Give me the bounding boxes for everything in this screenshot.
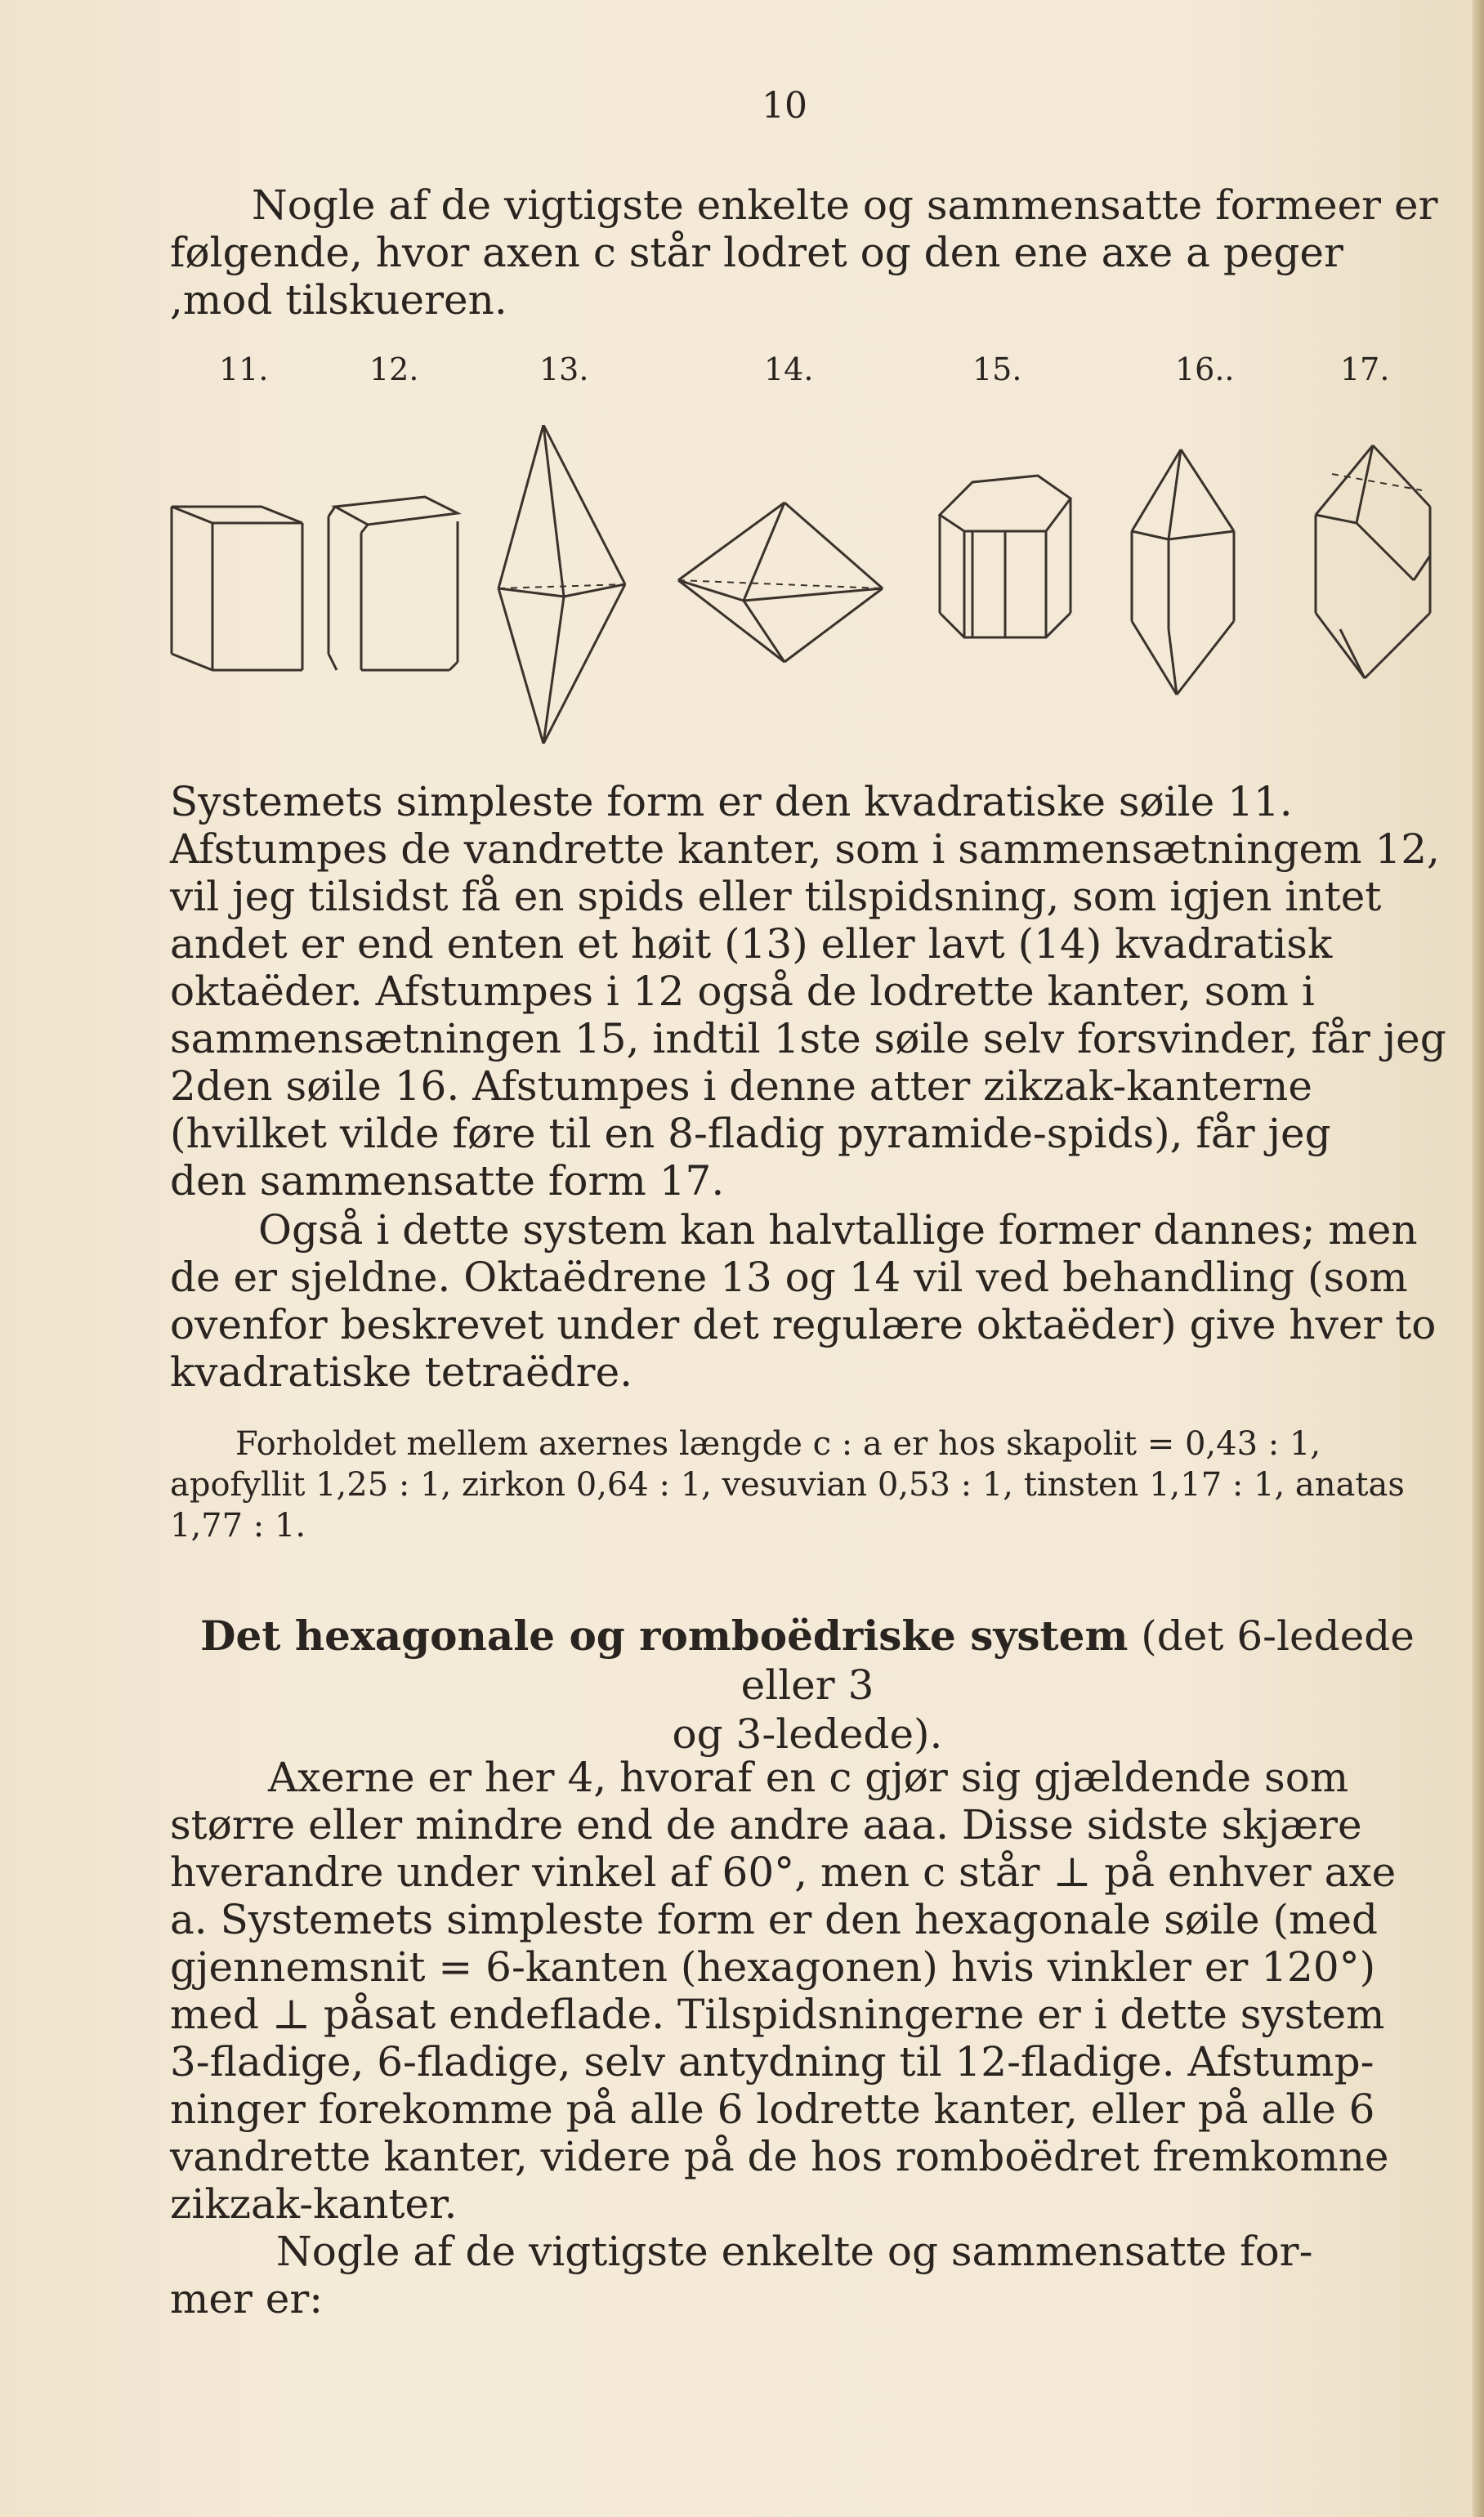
- text-line: sammensætningen 15, indtil 1ste søile selv forsvinder, får jeg: [170, 1015, 1446, 1062]
- heading-line-1: [170, 1612, 1445, 1710]
- figure-labels: [0, 351, 1484, 400]
- heading-title: Det hexagonale og romboëdriske system: [200, 1612, 1129, 1660]
- text-line: zikzak-kanter.: [170, 2180, 458, 2228]
- footnote: [170, 1424, 1445, 1546]
- crystal-figure-13: [498, 425, 625, 744]
- text-line: kvadratiske tetraëdre.: [170, 1348, 633, 1396]
- text-line: gjennemsnit = 6-kanten (hexagonen) hvis vinkler er 120°): [170, 1943, 1376, 1991]
- text-line: Systemets simpleste form er den kvadratiske søile 11.: [170, 778, 1293, 825]
- text-line: vil jeg tilsidst få en spids eller tilspidsning, som igjen intet: [170, 873, 1382, 920]
- crystal-figure-11: [172, 507, 302, 670]
- text-line: Nogle af de vigtigste enkelte og sammensatte for-: [276, 2228, 1313, 2275]
- figure-label: 17.: [1340, 351, 1390, 387]
- page-number: 10: [762, 85, 807, 127]
- crystal-figures: [155, 425, 1463, 744]
- figure-label: 14.: [764, 351, 814, 387]
- text-line: Axerne er her 4, hvoraf en c gjør sig gjældende som: [268, 1754, 1349, 1801]
- paragraph-2: [170, 1206, 1445, 1396]
- text-line: andet er end enten et høit (13) eller lavt (14) kvadratisk: [170, 920, 1333, 968]
- text-line: 2den søile 16. Afstumpes i denne atter zikzak-kanterne: [170, 1062, 1312, 1110]
- footnote-line: Forholdet mellem axernes længde c : a er hos skapolit = 0,43 : 1,: [235, 1425, 1321, 1463]
- heading-subtitle: (det 6-ledede eller 3: [740, 1612, 1415, 1709]
- text-line: 3-fladige, 6-fladige, selv antydning til 12-fladige. Afstump-: [170, 2038, 1374, 2086]
- text-line: større eller mindre end de andre aaa. Disse sidste skjære: [170, 1801, 1362, 1849]
- text-line: den sammensatte form 17.: [170, 1157, 725, 1205]
- heading-line-2: og 3-ledede).: [672, 1710, 943, 1758]
- crystal-figure-16: [1132, 449, 1234, 695]
- footnote-line: 1,77 : 1.: [170, 1507, 306, 1545]
- paragraph-3: [170, 1754, 1445, 2228]
- text-line: (hvilket vilde føre til en 8-fladig pyramide-spids), får jeg: [170, 1110, 1331, 1157]
- crystal-figure-15: [940, 476, 1071, 637]
- paragraph-4: [170, 2228, 1445, 2323]
- footnote-line: apofyllit 1,25 : 1, zirkon 0,64 : 1, vesuvian 0,53 : 1, tinsten 1,17 : 1, anatas: [170, 1466, 1405, 1504]
- intro-line: følgende, hvor axen c står lodret og den ene axe a peger: [170, 229, 1343, 276]
- crystal-figure-17: [1316, 445, 1430, 678]
- intro-line: ,mod tilskueren.: [170, 276, 507, 324]
- paragraph-1: [170, 778, 1445, 1205]
- crystal-figure-14: [678, 503, 883, 662]
- figure-label: 12.: [369, 351, 419, 387]
- intro-line: Nogle af de vigtigste enkelte og sammensatte formeer er: [252, 181, 1438, 229]
- text-line: mer er:: [170, 2275, 324, 2323]
- text-line: Afstumpes de vandrette kanter, som i sammensætningem 12,: [170, 825, 1440, 873]
- crystal-figure-12: [329, 497, 458, 670]
- text-line: vandrette kanter, videre på de hos romboëdret fremkomne: [170, 2133, 1389, 2180]
- text-line: Også i dette system kan halvtallige former dannes; men: [258, 1206, 1418, 1254]
- figure-label: 16..: [1175, 351, 1235, 387]
- text-line: ninger forekomme på alle 6 lodrette kanter, eller på alle 6: [170, 2086, 1375, 2133]
- text-line: ovenfor beskrevet under det regulære oktaëder) give hver to: [170, 1301, 1437, 1348]
- figure-label: 11.: [219, 351, 269, 387]
- text-line: med ⊥ påsat endeflade. Tilspidsningerne er i dette system: [170, 1991, 1385, 2038]
- figure-label: 15.: [972, 351, 1022, 387]
- text-line: hverandre under vinkel af 60°, men c står ⊥ på enhver axe: [170, 1849, 1397, 1896]
- text-line: de er sjeldne. Oktaëdrene 13 og 14 vil ved behandling (som: [170, 1254, 1408, 1301]
- text-line: a. Systemets simpleste form er den hexagonale søile (med: [170, 1896, 1379, 1943]
- text-line: oktaëder. Afstumpes i 12 også de lodrette kanter, som i: [170, 968, 1315, 1015]
- figure-label: 13.: [539, 351, 589, 387]
- intro-paragraph: [170, 181, 1445, 324]
- section-heading: [170, 1612, 1445, 1759]
